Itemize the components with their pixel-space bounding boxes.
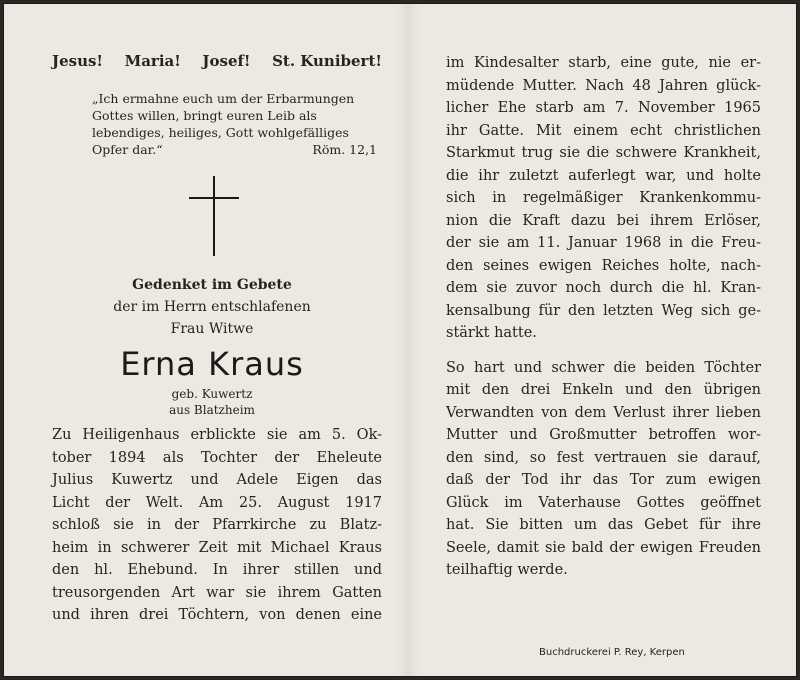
text-line: hat. Sie bitten um das Gebet für ihre: [446, 517, 761, 533]
deceased-name: Erna Kraus: [120, 345, 304, 383]
memorial-card: [4, 4, 796, 676]
text-line: Julius Kuwertz und Adele Eigen das: [52, 472, 382, 488]
heading-line-1: Gedenket im Gebete: [132, 277, 292, 293]
text-line: den seines ewigen Reiches holte, nach-: [446, 257, 761, 274]
text-line: nion die Kraft dazu bei ihrem Erlöser,: [446, 212, 761, 229]
quote-line: lebendiges, heiliges, Gott wohlgefälliges: [92, 125, 349, 140]
text-line: Starkmut trug sie die schwere Krankheit,: [446, 145, 761, 161]
text-line: stärkt hatte.: [446, 325, 537, 341]
invocation-maria: Maria!: [124, 52, 181, 70]
text-line: Mutter und Großmutter betroffen wor-: [446, 427, 761, 443]
center-fold: [396, 4, 420, 676]
memorial-heading: [62, 274, 362, 418]
paragraph-2: [446, 357, 761, 582]
text-line: Glück im Vaterhause Gottes geöffnet: [446, 494, 761, 511]
invocation-kunibert: St. Kunibert!: [272, 52, 382, 70]
text-line: müdende Mutter. Nach 48 Jahren glück-: [446, 77, 761, 94]
text-line: sich in regelmäßiger Krankenkommu-: [446, 190, 761, 206]
invocation-josef: Josef!: [202, 52, 251, 70]
text-line: teilhaftig werde.: [446, 562, 568, 578]
quote-reference: Röm. 12,1: [312, 142, 377, 157]
text-line: dem sie zuvor noch durch die hl. Kran-: [446, 280, 761, 296]
text-line: ihr Gatte. Mit einem echt christlichen: [446, 122, 761, 139]
heading-line-3: Frau Witwe: [170, 321, 254, 337]
heading-line-2: der im Herrn entschlafenen: [113, 299, 311, 315]
text-line: den sind, so fest vertrauen sie darauf,: [446, 449, 761, 466]
text-line: kensalbung für den letzten Weg sich ge-: [446, 302, 761, 319]
text-line: mit den drei Enkeln und den übrigen: [446, 382, 761, 398]
maiden-name: geb. Kuwertz: [171, 387, 253, 401]
printer-credit: Buchdruckerei P. Rey, Kerpen: [539, 647, 685, 658]
origin: aus Blatzheim: [169, 403, 255, 417]
text-line: heim in schwerer Zeit mit Michael Kraus: [52, 539, 382, 556]
invocation-jesus: Jesus!: [52, 52, 104, 70]
biography-right: [446, 52, 761, 582]
text-line: Verwandten von dem Verlust ihrer lieben: [446, 404, 761, 421]
quote-line: „Ich ermahne euch um der Erbarmungen: [92, 91, 355, 106]
text-line: tober 1894 als Tochter der Eheleute: [52, 449, 382, 466]
biography-left: [52, 424, 382, 627]
text-line: der sie am 11. Januar 1968 in die Freu-: [446, 235, 761, 251]
bible-quote: [92, 90, 377, 158]
quote-last-text: Opfer dar.“: [92, 142, 163, 157]
text-line: die ihr zuletzt auferlegt war, und holte: [446, 167, 761, 184]
paragraph-1: [446, 52, 761, 345]
text-line: und ihren drei Töchtern, von denen eine: [52, 607, 382, 623]
text-line: den hl. Ehebund. In ihrer stillen und: [52, 562, 382, 578]
cross-icon: [189, 176, 239, 256]
text-line: licher Ehe starb am 7. November 1965: [446, 100, 761, 116]
invocation-line: [52, 52, 382, 70]
quote-line: [92, 141, 377, 158]
text-line: schloß sie in der Pfarrkirche zu Blatz-: [52, 517, 382, 533]
text-line: Licht der Welt. Am 25. August 1917: [52, 494, 382, 511]
text-line: Zu Heiligenhaus erblickte sie am 5. Ok-: [52, 427, 382, 443]
text-line: im Kindesalter starb, eine gute, nie er-: [446, 55, 761, 71]
text-line: daß der Tod ihr das Tor zum ewigen: [446, 472, 761, 488]
quote-line: Gottes willen, bringt euren Leib als: [92, 108, 317, 123]
text-line: treusorgenden Art war sie ihrem Gatten: [52, 584, 382, 601]
text-line: So hart und schwer die beiden Töchter: [446, 359, 761, 376]
text-line: Seele, damit sie bald der ewigen Freuden: [446, 539, 761, 556]
